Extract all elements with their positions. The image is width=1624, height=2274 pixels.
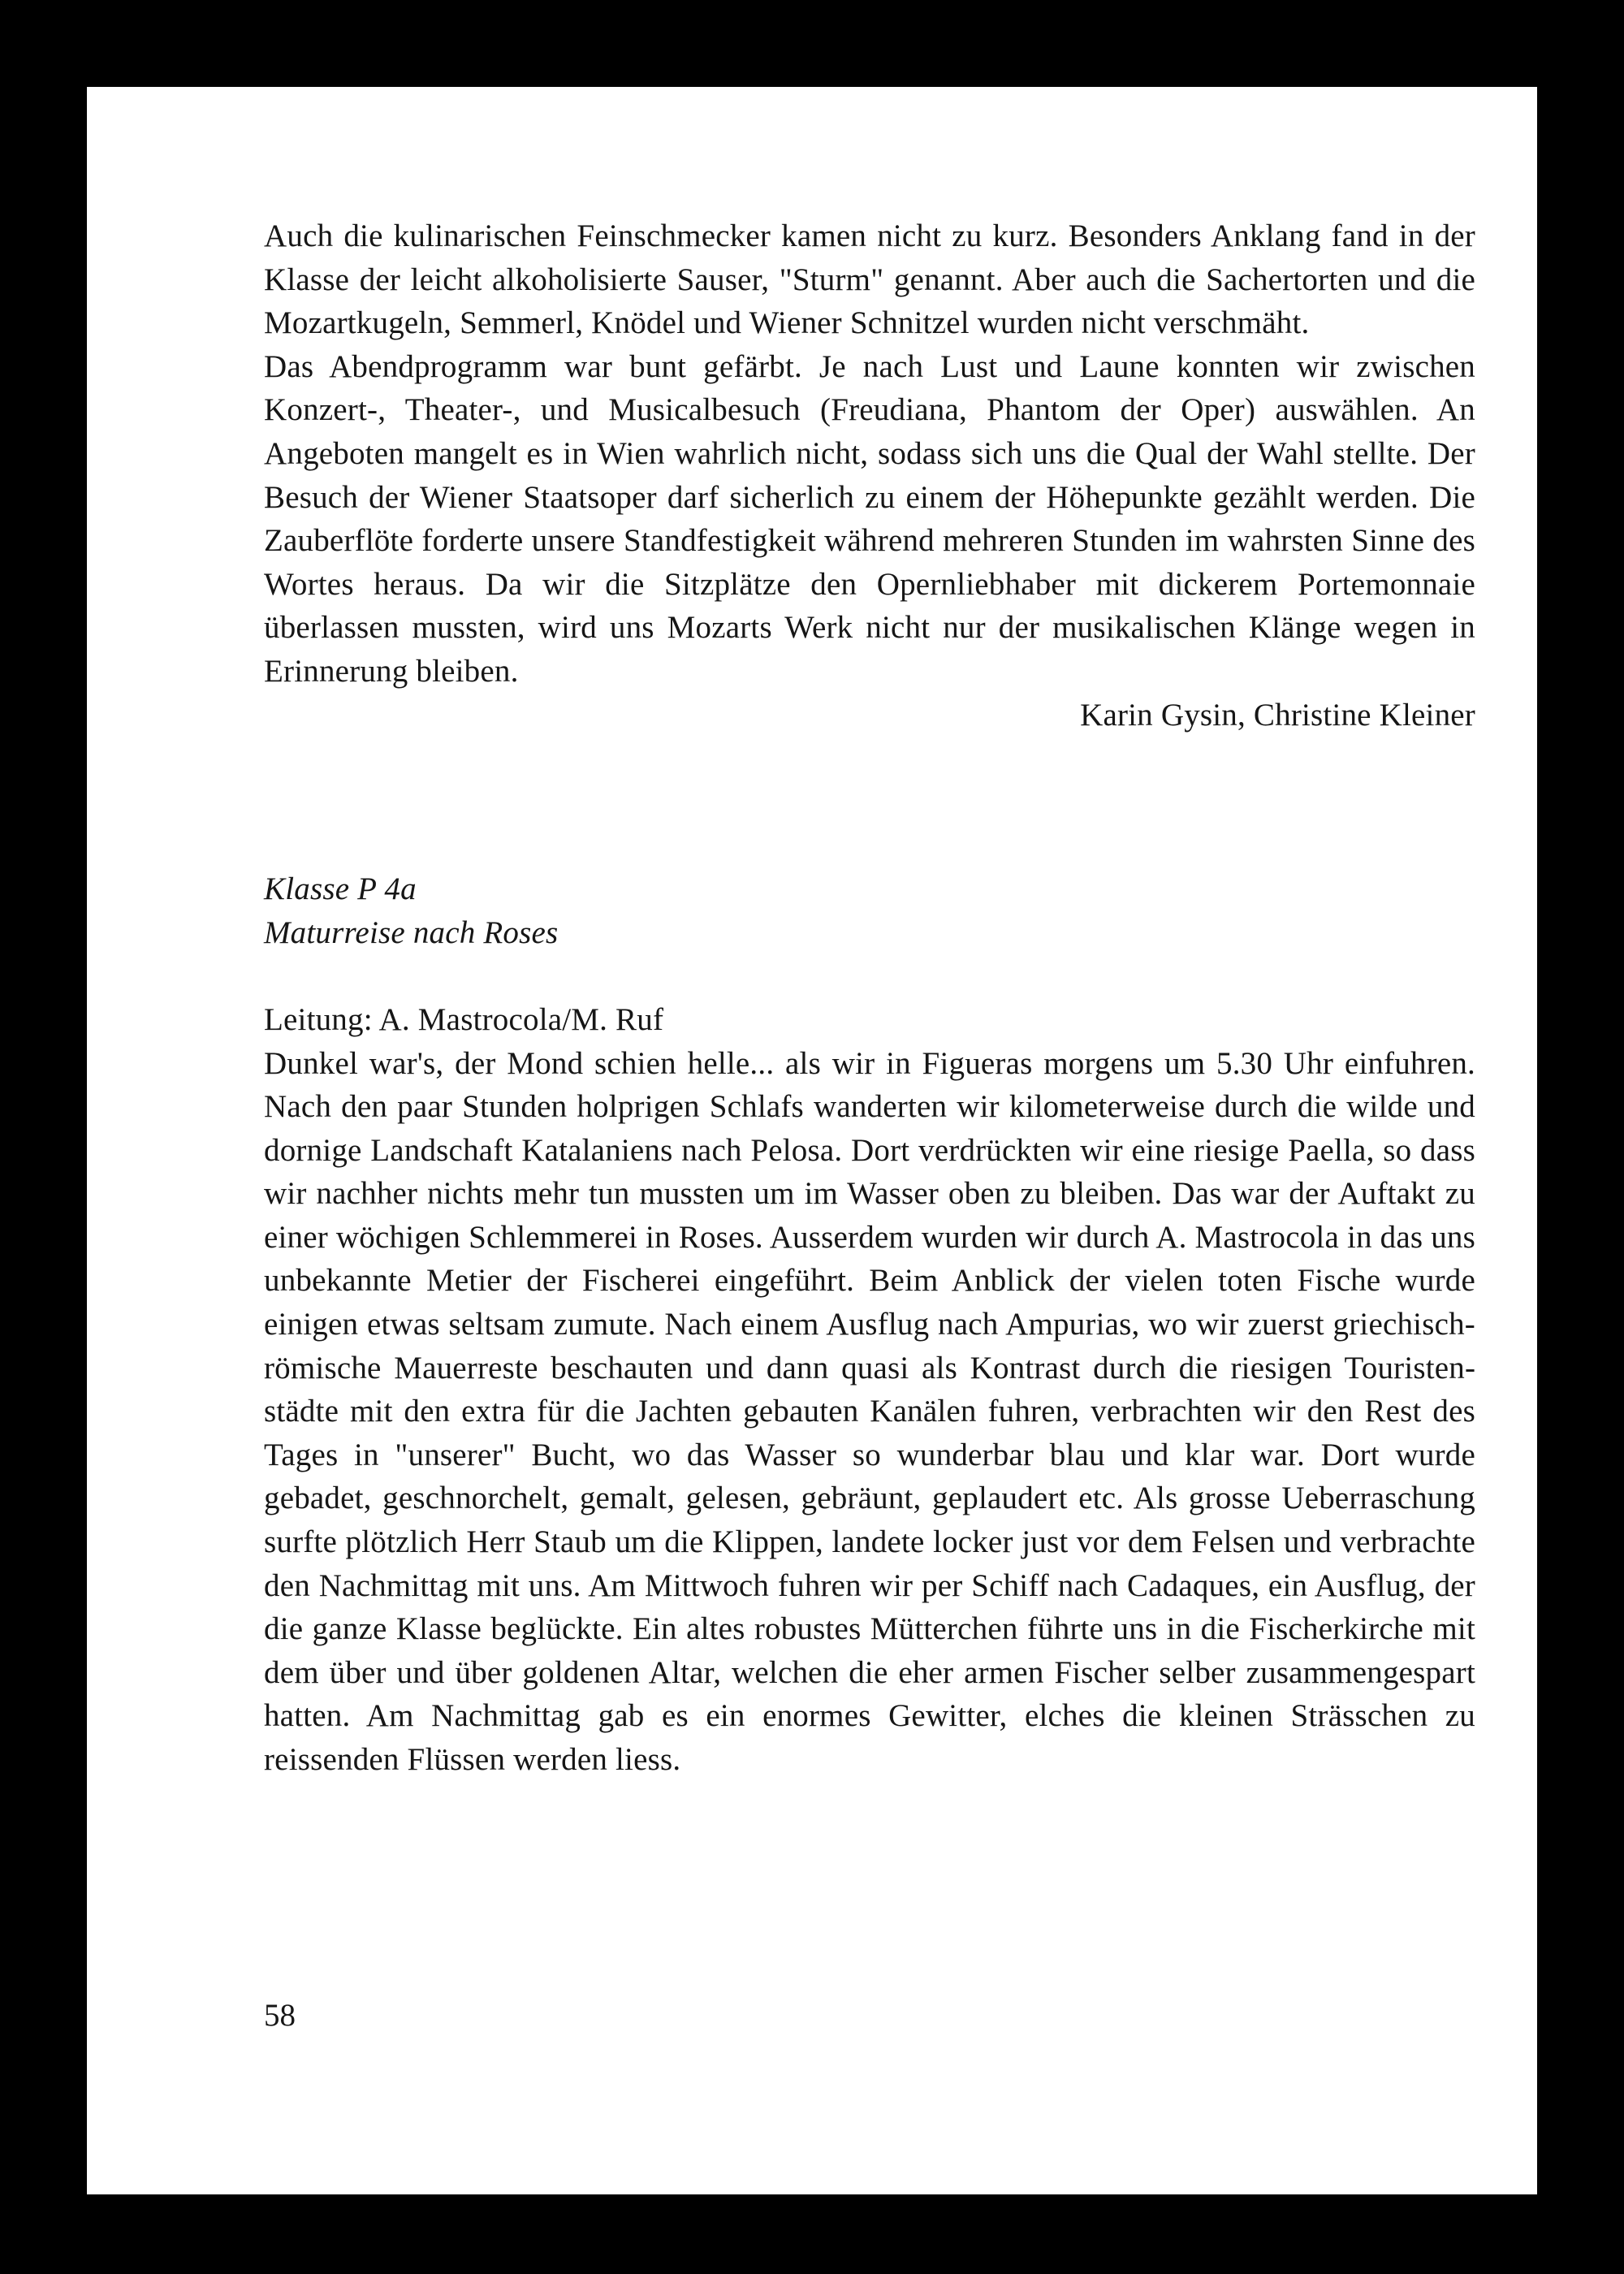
section-spacer <box>264 737 1475 867</box>
article1-paragraph-2: Das Abendprogramm war bunt gefärbt. Je nach Lust und Laune konnten wir zwischen Konzert-, Theater-, und Musicalbesuch (Freudiana, Phantom der Oper) auswählen. An Angeboten mangelt es in Wien wahrlich nicht, sodass sich uns die Qual der Wahl stellte. Der Besuch der Wiener Staatsoper darf sicherlich zu einem der Höhepunkte gezählt werden. Die Zauberflöte forderte unsere Standfestigkeit während mehreren Stunden im wahrsten Sinne des Wortes heraus. Da wir die Sitzplätze den Opernliebhaber mit dickerem Portemonnaie überlassen mussten, wird uns Mozarts Werk nicht nur der musikalischen Klänge wegen in Erinnerung bleiben. <box>264 348 1475 689</box>
article1-paragraph-1: Auch die kulinarischen Feinschmecker kamen nicht zu kurz. Besonders Anklang fand in der Klasse der leicht alkoholisierte Sauser, "Sturm" genannt. Aber auch die Sachertorten und die Mozartkugeln, Semmerl, Knödel und Wiener Schnitzel wurden nicht verschmäht. <box>264 218 1475 341</box>
page-number: 58 <box>264 1998 296 2033</box>
article2-leadership: Leitung: A. Mastrocola/M. Ruf <box>264 1001 664 1037</box>
article2-body: Dunkel war's, der Mond schien helle... als wir in Figueras morgens um 5.30 Uhr einfuhren. Nach den paar Stunden holprigen Schlafs wanderten wir kilometerweise durch die wilde und dornige Landschaft Katalaniens nach Pelosa. Dort verdrückten wir eine riesige Paella, so dass wir nachher nichts mehr tun mussten um im Wasser oben zu bleiben. Das war der Auftakt zu einer wöchigen Schlemmerei in Roses. Ausserdem wurden wir durch A. Mastrocola in das uns unbekannte Metier der Fischerei eingeführt. Beim Anblick der vielen toten Fische wurde einigen etwas seltsam zumute. Nach einem Ausflug nach Ampurias, wo wir zuerst griechisch-römische Mauerreste beschauten und dann quasi als Kontrast durch die riesigen Touristenstädte mit den extra für die Jachten gebauten Kanälen fuhren, verbrachten wir den Rest des Tages in "unserer" Bucht, wo das Wasser so wunderbar blau und klar war. Dort wurde gebadet, geschnorchelt, gemalt, gelesen, gebräunt, geplaudert etc. Als grosse Ueberraschung surfte plötzlich Herr Staub um die Klippen, landete locker just vor dem Felsen und verbrachte den Nachmittag mit uns. Am Mittwoch fuhren wir per Schiff nach Cadaques, ein Ausflug, der die ganze Klasse beglückte. Ein altes robustes Mütterchen führte uns in die Fischerkirche mit dem über und über goldenen Altar, welchen die eher armen Fischer selber zusammengespart hatten. Am Nachmittag gab es ein enormes Gewitter, elches die kleinen Strässchen zu reissenden Flüssen werden liess. <box>264 1045 1475 1777</box>
article2-title: Maturreise nach Roses <box>264 914 559 950</box>
article2-class-label: Klasse P 4a <box>264 871 417 907</box>
article1-signature: Karin Gysin, Christine Kleiner <box>1080 697 1475 733</box>
page-content <box>264 214 1475 1782</box>
page <box>87 87 1537 2194</box>
heading-spacer <box>264 954 1475 998</box>
